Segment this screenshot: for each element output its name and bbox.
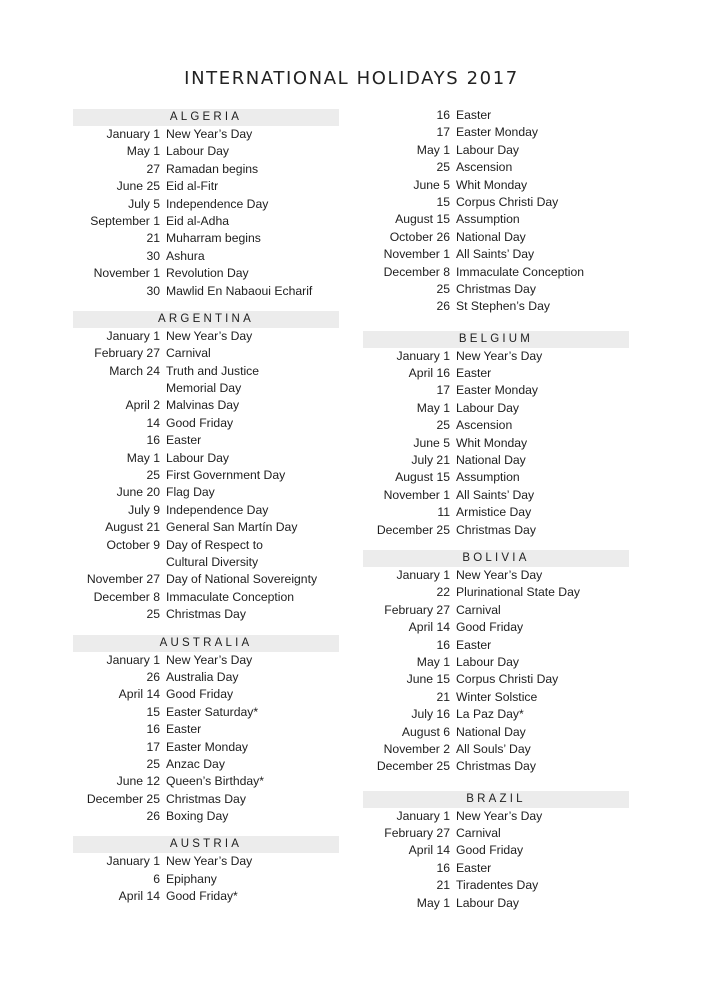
holiday-row [363,758,629,775]
holiday-row [73,213,339,230]
holiday-date: 25 [146,756,160,771]
holiday-date: July 9 [128,502,160,517]
holiday-name: Corpus Christi Day [456,672,559,687]
holiday-name: New Year’s Day [166,328,253,343]
holiday-date: 15 [146,704,160,719]
holiday-name: Easter Monday [456,383,538,398]
holiday-date: 21 [146,231,160,246]
holiday-row [363,487,629,504]
holiday-date: 25 [146,468,160,483]
holiday-name: Easter Saturday* [166,704,259,719]
holiday-name: Immaculate Conception [166,589,295,604]
holiday-name: Christmas Day [456,281,536,296]
holiday-row [363,808,629,825]
holiday-row [363,619,629,636]
holiday-name: Eid al-Adha [166,213,230,228]
holiday-date: February 27 [384,602,450,617]
holiday-name: First Government Day [166,468,286,483]
holiday-date: May 1 [416,895,450,910]
holiday-row [363,281,629,298]
holiday-date: April 14 [408,620,450,635]
holiday-row [363,382,629,399]
holiday-name: Labour Day [166,450,230,465]
holiday-date: 30 [146,283,160,298]
holiday-name: New Year’s Day [166,652,253,667]
holiday-row [73,178,339,195]
holiday-name: All Saints’ Day [456,487,535,502]
holiday-row [363,142,629,159]
holiday-name: Ascension [456,418,513,433]
holiday-name: Labour Day [456,895,520,910]
holiday-name: Easter [456,860,492,875]
holiday-row [363,124,629,141]
holiday-date: April 14 [118,889,160,904]
holiday-row [363,159,629,176]
holiday-row [363,842,629,859]
holiday-date: January 1 [396,808,450,823]
holiday-row [363,689,629,706]
holiday-date: December 8 [383,264,450,279]
holiday-date: December 25 [376,522,450,537]
holiday-row [73,652,339,669]
holiday-row [73,328,339,345]
holiday-list-australia [73,652,339,826]
holiday-date: June 20 [116,485,160,500]
holiday-date: April 14 [408,843,450,858]
holiday-row [363,895,629,912]
holiday-date: January 1 [396,348,450,363]
holiday-name: Good Friday [456,843,524,858]
holiday-name: Epiphany [166,871,217,886]
holiday-row [363,298,629,315]
country-header-austria: AUSTRIA [73,836,339,853]
holiday-row [73,432,339,449]
holiday-name: Labour Day [456,142,520,157]
holiday-name: Easter [456,637,492,652]
holiday-row [73,283,339,300]
holiday-name: All Saints’ Day [456,247,535,262]
country-header-argentina: ARGENTINA [73,311,339,328]
holiday-date: January 1 [106,328,160,343]
holiday-row [363,452,629,469]
holiday-date: July 5 [128,196,160,211]
holiday-date: February 27 [384,826,450,841]
holiday-date: March 24 [109,363,160,378]
holiday-name: Day of Respect to [166,537,263,552]
holiday-name: Easter Monday [456,125,538,140]
holiday-row [73,773,339,790]
holiday-row [363,400,629,417]
holiday-list-brazil [363,808,629,912]
holiday-name: National Day [456,453,526,468]
holiday-row [363,417,629,434]
holiday-row [73,450,339,467]
holiday-row [73,380,339,397]
holiday-date: May 1 [416,142,450,157]
holiday-list-austria-continued [363,107,629,316]
holiday-name: Ramadan begins [166,161,259,176]
holiday-name: Independence Day [166,502,269,517]
holiday-date: 17 [436,383,450,398]
holiday-row [73,571,339,588]
holiday-name: Whit Monday [456,435,528,450]
holiday-name: New Year’s Day [166,854,253,869]
holiday-name: Assumption [456,212,520,227]
holiday-name: Carnival [456,602,501,617]
holiday-date: November 27 [86,572,160,587]
holiday-row [363,602,629,619]
holiday-name: Good Friday [166,687,234,702]
holiday-date: August 21 [105,520,160,535]
holiday-name: Plurinational State Day [456,585,580,600]
holiday-date: 16 [146,433,160,448]
holiday-name: National Day [456,229,526,244]
holiday-name: Immaculate Conception [456,264,585,279]
holiday-name: Memorial Day [166,381,242,396]
holiday-row [73,143,339,160]
holiday-row [73,248,339,265]
holiday-date: 25 [436,418,450,433]
holiday-name: Christmas Day [166,791,246,806]
holiday-row [73,888,339,905]
holiday-list-austria [73,853,339,905]
holiday-date: April 16 [408,366,450,381]
holiday-row [73,484,339,501]
holiday-date: 16 [146,722,160,737]
holiday-name: Revolution Day [166,266,249,281]
country-header-australia: AUSTRALIA [73,635,339,652]
holiday-row [73,554,339,571]
holiday-date: 26 [436,299,450,314]
holiday-row [73,686,339,703]
holiday-date: 22 [436,585,450,600]
holiday-row [363,671,629,688]
holiday-row [73,415,339,432]
left-column [73,107,339,906]
holiday-name: Flag Day [166,485,215,500]
holiday-date: October 9 [106,537,160,552]
holiday-row [363,194,629,211]
holiday-row [73,739,339,756]
holiday-date: August 15 [395,212,450,227]
holiday-name: Tiradentes Day [456,878,539,893]
holiday-name: New Year’s Day [456,348,543,363]
holiday-date: January 1 [106,652,160,667]
holiday-date: 14 [146,415,160,430]
holiday-row [363,706,629,723]
holiday-row [73,363,339,380]
holiday-row [73,161,339,178]
holiday-name: Christmas Day [166,607,246,622]
holiday-date: January 1 [106,854,160,869]
holiday-date: June 15 [406,672,450,687]
holiday-date: August 15 [395,470,450,485]
holiday-list-bolivia [363,567,629,776]
holiday-date: October 26 [389,229,450,244]
holiday-name: Easter [166,433,202,448]
holiday-date: January 1 [396,567,450,582]
holiday-date: February 27 [94,346,160,361]
holiday-date: May 1 [416,400,450,415]
holiday-name: Labour Day [456,400,520,415]
holiday-date: June 25 [116,179,160,194]
holiday-row [73,704,339,721]
holiday-date: July 21 [411,453,450,468]
holiday-row [363,469,629,486]
holiday-row [363,825,629,842]
holiday-date: 6 [153,871,160,886]
holiday-date: June 5 [413,177,450,192]
holiday-name: Labour Day [456,654,520,669]
holiday-row [73,196,339,213]
holiday-name: Cultural Diversity [166,554,259,569]
holiday-date: 25 [436,160,450,175]
holiday-name: Mawlid En Nabaoui Echarif [166,283,313,298]
holiday-row [363,637,629,654]
holiday-row [73,606,339,623]
holiday-name: Anzac Day [166,756,225,771]
holiday-row [73,853,339,870]
holiday-date: 11 [437,505,450,520]
holiday-list-algeria [73,126,339,300]
page-title: INTERNATIONAL HOLIDAYS 2017 [184,68,519,89]
holiday-row [363,365,629,382]
holiday-row [363,348,629,365]
holiday-name: Carnival [166,346,211,361]
holiday-row [363,724,629,741]
holiday-row [73,230,339,247]
holiday-row [363,264,629,281]
holiday-name: Eid al-Fitr [166,179,219,194]
holiday-date: 27 [146,161,160,176]
holiday-list-argentina [73,328,339,624]
holiday-row [363,107,629,124]
country-header-algeria: ALGERIA [73,109,339,126]
holiday-date: 26 [146,809,160,824]
holiday-row [363,522,629,539]
holiday-date: 15 [436,194,450,209]
holiday-row [363,860,629,877]
holiday-name: Easter [166,722,202,737]
holiday-row [73,721,339,738]
holiday-date: June 12 [116,774,160,789]
holiday-date: November 1 [93,266,160,281]
holiday-date: June 5 [413,435,450,450]
holiday-date: November 1 [383,487,450,502]
holiday-date: 25 [436,281,450,296]
holiday-date: 30 [146,248,160,263]
holiday-row [73,791,339,808]
holiday-row [363,654,629,671]
holiday-row [363,741,629,758]
holiday-name: Truth and Justice [166,363,260,378]
country-header-bolivia: BOLIVIA [363,550,629,567]
holiday-name: Whit Monday [456,177,528,192]
holiday-name: Australia Day [166,669,239,684]
holiday-name: Labour Day [166,144,230,159]
holiday-name: National Day [456,724,526,739]
holiday-row [73,519,339,536]
holiday-date: August 6 [401,724,450,739]
holiday-name: Ashura [166,248,205,263]
holiday-date: 16 [436,108,450,122]
holiday-row [363,584,629,601]
holiday-name: Malvinas Day [166,398,240,413]
holiday-name: Boxing Day [166,809,229,824]
holiday-date: December 8 [93,589,160,604]
holiday-row [363,229,629,246]
holiday-date: 17 [146,739,160,754]
right-column [363,107,629,912]
holiday-date: 21 [436,689,450,704]
holiday-date: July 16 [411,707,450,722]
holiday-name: Easter [456,366,492,381]
holiday-name: New Year’s Day [456,567,543,582]
holiday-name: St Stephen’s Day [456,299,550,314]
holiday-date: May 1 [416,654,450,669]
country-header-brazil: BRAZIL [363,791,629,808]
holiday-date: April 14 [118,687,160,702]
holiday-name: La Paz Day* [456,707,524,722]
holiday-date: December 25 [86,791,160,806]
holiday-row [363,246,629,263]
holiday-row [73,808,339,825]
holiday-date: 26 [146,669,160,684]
holiday-name: Christmas Day [456,759,536,774]
holiday-name: Armistice Day [456,505,532,520]
holiday-name: Queen’s Birthday* [166,774,265,789]
holiday-name: Ascension [456,160,513,175]
country-header-belgium: BELGIUM [363,331,629,348]
holiday-list-belgium [363,348,629,539]
holiday-name: Easter [456,108,492,122]
holiday-date: 16 [436,637,450,652]
holiday-row [363,177,629,194]
holiday-row [363,504,629,521]
holiday-row [73,467,339,484]
holiday-row [73,537,339,554]
holiday-date: November 2 [383,741,450,756]
holiday-row [73,397,339,414]
holiday-row [363,435,629,452]
holiday-date: September 1 [90,213,160,228]
holiday-row [73,589,339,606]
holiday-row [73,669,339,686]
holiday-row [73,756,339,773]
holiday-row [73,871,339,888]
holiday-date: 16 [436,860,450,875]
holiday-name: All Souls’ Day [456,741,531,756]
holiday-date: May 1 [126,450,160,465]
holiday-name: Good Friday* [166,889,238,904]
holiday-date [73,380,166,397]
holiday-row [73,502,339,519]
holiday-row [73,265,339,282]
holiday-name: Good Friday [166,415,234,430]
holiday-row [363,877,629,894]
holiday-date: 17 [436,125,450,140]
holiday-date: 21 [436,878,450,893]
holiday-name: Assumption [456,470,520,485]
holiday-name: New Year’s Day [166,127,253,141]
holiday-date: April 2 [125,398,160,413]
holiday-name: General San Martín Day [166,520,298,535]
holiday-row [73,126,339,143]
holiday-date: 25 [146,607,160,622]
holiday-name: Winter Solstice [456,689,538,704]
holiday-row [363,211,629,228]
holiday-date: December 25 [376,759,450,774]
holiday-name: Independence Day [166,196,269,211]
holiday-name: Easter Monday [166,739,248,754]
holiday-date: November 1 [383,247,450,262]
holiday-row [363,567,629,584]
holiday-name: New Year’s Day [456,808,543,823]
holiday-name: Muharram begins [166,231,261,246]
holiday-name: Day of National Sovereignty [166,572,318,587]
holiday-date: May 1 [126,144,160,159]
holiday-row [73,345,339,362]
holiday-date [73,554,166,571]
holiday-name: Corpus Christi Day [456,194,559,209]
holiday-name: Good Friday [456,620,524,635]
holiday-name: Carnival [456,826,501,841]
holiday-name: Christmas Day [456,522,536,537]
holiday-date: January 1 [106,127,160,141]
